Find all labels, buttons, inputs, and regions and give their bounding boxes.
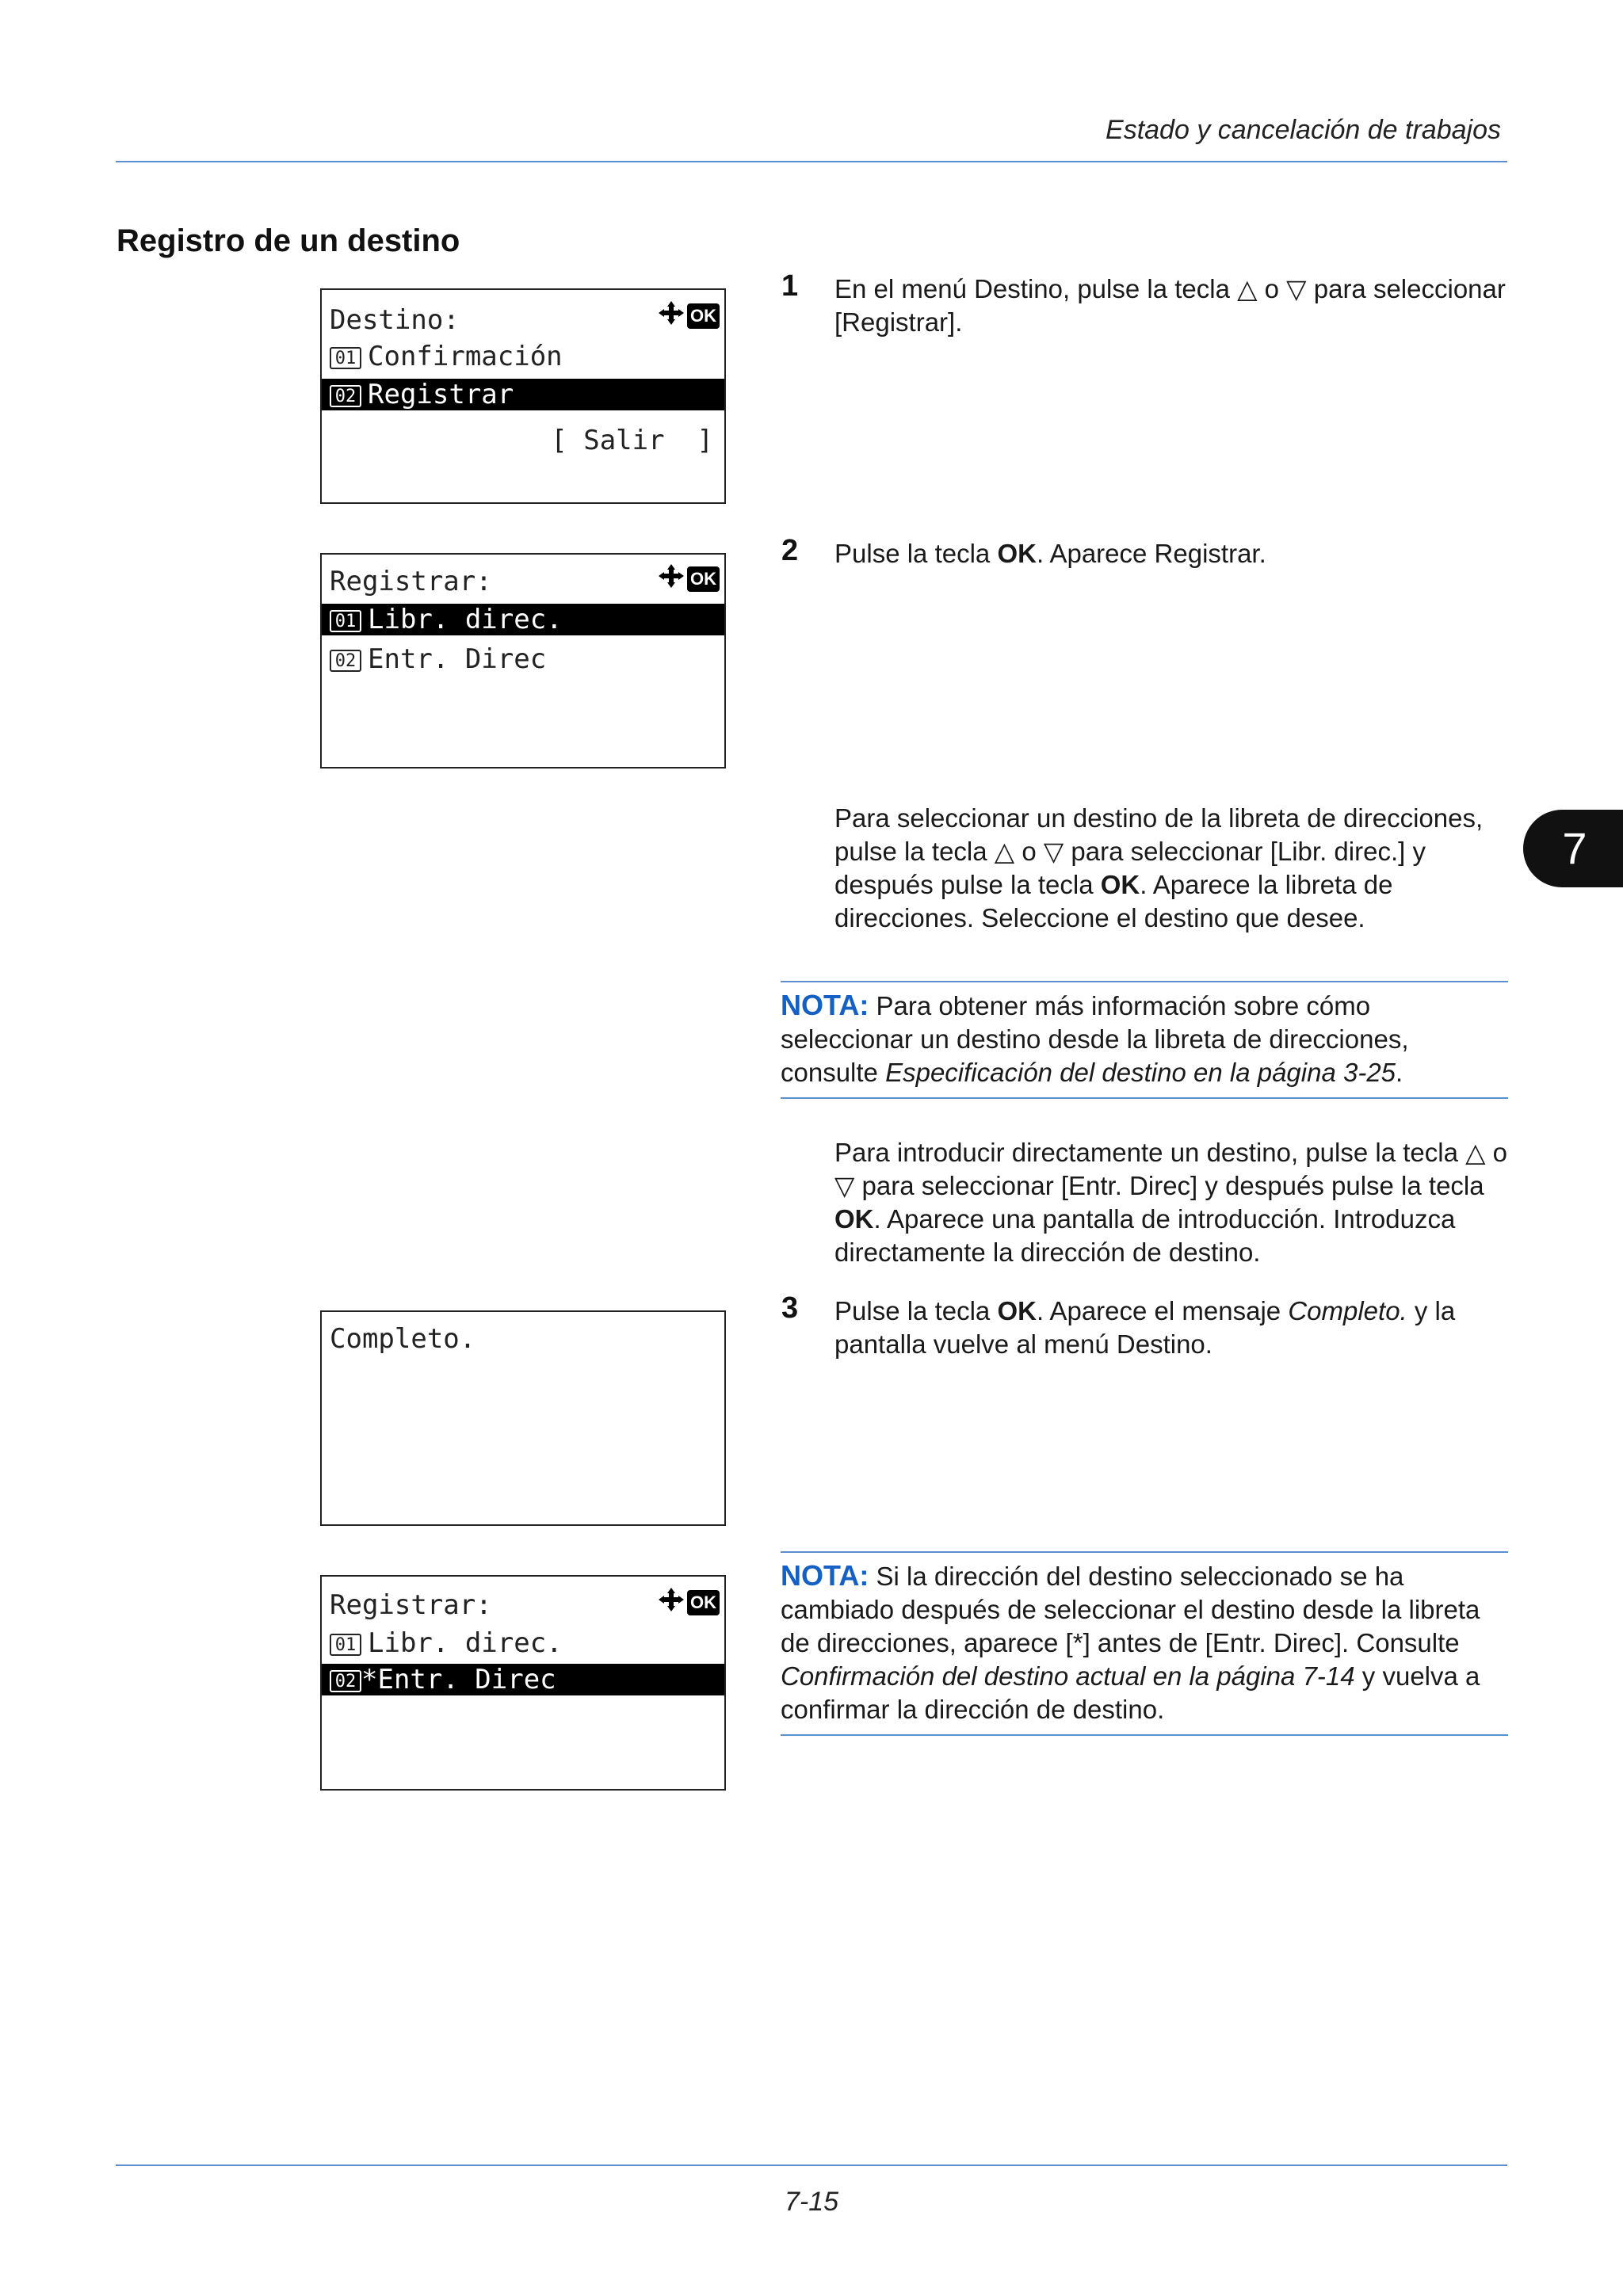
- note-label: NOTA:: [781, 1559, 869, 1592]
- footer-rule: [116, 2164, 1507, 2166]
- menu-item-label: Entr. Direc: [368, 643, 547, 675]
- lcd-screen-registrar: [320, 553, 726, 769]
- step-text: Pulse la tecla OK. Aparece el mensaje Completo. y la pantalla vuelve al menú Destino.: [834, 1296, 1456, 1359]
- lcd-menu-item-selected: [322, 379, 724, 410]
- item-number-icon: 02: [330, 1670, 361, 1692]
- note-box: NOTA: Para obtener más información sobre cómo seleccionar un destino desde la libreta de direcciones, consulte Especificación del destino en la página 3-25.: [781, 981, 1508, 1099]
- lcd-title: Registrar:: [330, 1589, 492, 1621]
- note-box: NOTA: Si la dirección del destino seleccionado se ha cambiado después de seleccionar el destino desde la libreta de direcciones, aparece [*] antes de [Entr. Direc]. Consulte Confirmación del destino actual en la página 7-14 y vuelva a confirmar la dirección de destino.: [781, 1551, 1508, 1736]
- menu-item-label: Confirmación: [368, 341, 563, 372]
- lcd-screen-registrar-updated: [320, 1575, 726, 1791]
- menu-item-label: Registrar: [368, 379, 514, 410]
- instruction-paragraph: Para seleccionar un destino de la libreta de direcciones, pulse la tecla △ o ▽ para seleccionar [Libr. direc.] y después pulse la tecla OK. Aparece la libreta de direcciones. Seleccione el destino que desee.: [834, 803, 1484, 933]
- item-number-icon: 01: [330, 610, 361, 632]
- menu-item-label: Libr. direc.: [368, 1627, 563, 1659]
- item-number-icon: 02: [330, 650, 361, 672]
- lcd-screen-completo: [320, 1310, 726, 1526]
- menu-item-label: *Entr. Direc: [361, 1664, 556, 1695]
- step-text: Pulse la tecla OK. Aparece Registrar.: [834, 539, 1266, 568]
- lcd-menu-item: [322, 341, 724, 372]
- page-number: 7-15: [784, 2187, 839, 2217]
- lcd-exit-softkey: [ Salir ]: [551, 425, 713, 456]
- navigation-arrows-icon: [657, 299, 685, 334]
- item-number-icon: 01: [330, 1634, 361, 1656]
- ok-key-icon: OK: [687, 1590, 720, 1615]
- lcd-menu-item: [322, 1627, 724, 1659]
- chapter-tab: 7: [1523, 810, 1623, 887]
- lcd-menu-item-selected: [322, 1664, 724, 1695]
- instruction-paragraph: Para introducir directamente un destino, pulse la tecla △ o ▽ para seleccionar [Entr. Direc] y después pulse la tecla OK. Aparece una pantalla de introducción. Introduzca directamente la dirección de destino.: [834, 1138, 1508, 1267]
- step-number: 2: [781, 534, 799, 567]
- ok-key-icon: OK: [687, 566, 720, 592]
- lcd-title: Destino:: [330, 304, 460, 336]
- running-header: Estado y cancelación de trabajos: [1106, 115, 1501, 145]
- step-number: 1: [781, 269, 799, 303]
- ok-key-icon: OK: [687, 303, 720, 329]
- step-text: En el menú Destino, pulse la tecla △ o ▽ para seleccionar [Registrar].: [834, 274, 1506, 337]
- step-number: 3: [781, 1291, 799, 1325]
- header-rule: [116, 161, 1507, 162]
- note-label: NOTA:: [781, 989, 869, 1021]
- lcd-title: Registrar:: [330, 566, 492, 597]
- lcd-menu-item: [322, 643, 724, 675]
- navigation-arrows-icon: [657, 563, 685, 597]
- navigation-arrows-icon: [657, 1586, 685, 1620]
- lcd-message: Completo.: [330, 1323, 476, 1355]
- item-number-icon: 02: [330, 385, 361, 407]
- lcd-screen-destino: [320, 288, 726, 504]
- section-title: Registro de un destino: [116, 223, 460, 258]
- item-number-icon: 01: [330, 347, 361, 369]
- menu-item-label: Libr. direc.: [368, 604, 563, 635]
- lcd-menu-item-selected: [322, 604, 724, 635]
